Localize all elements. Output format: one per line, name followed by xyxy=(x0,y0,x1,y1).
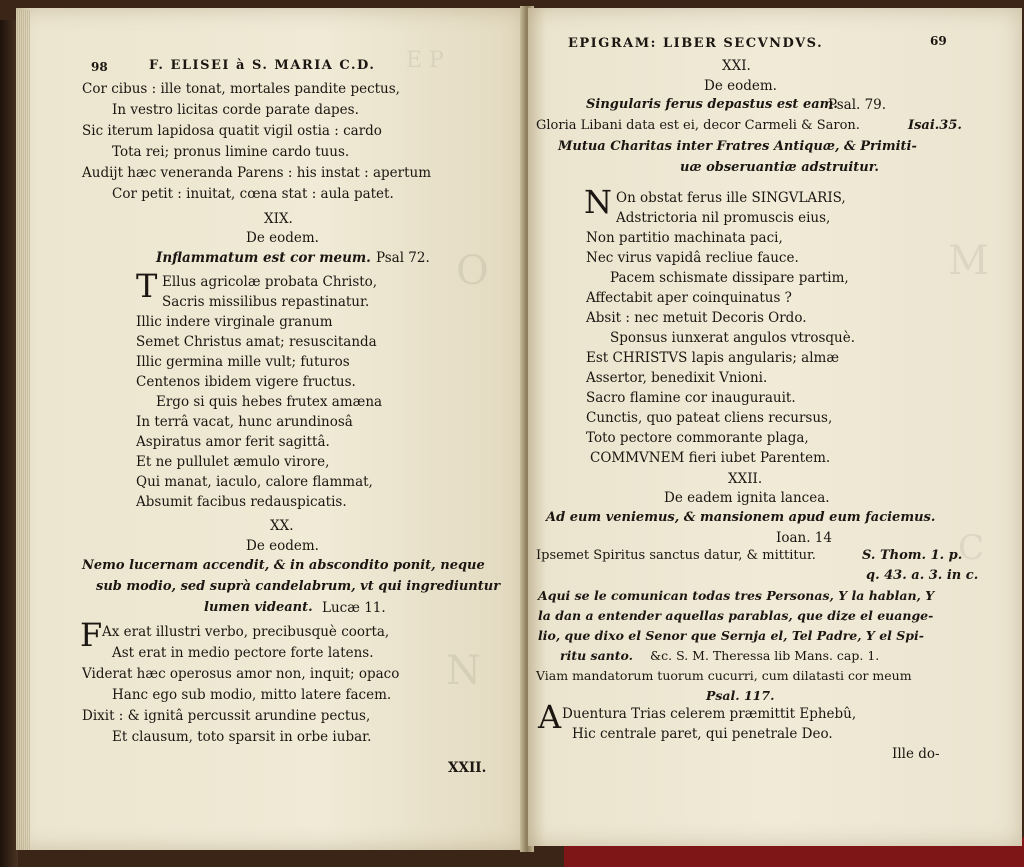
epigram-motto: Mutua Charitas inter Fratres Antiquæ, & Primiti- xyxy=(558,139,917,154)
gloria-line: Gloria Libani data est ei, decor Carmeli & Saron. xyxy=(536,118,860,133)
epigram-motto: Ad eum veniemus, & mansionem apud eum faciemus. xyxy=(546,510,936,525)
verse-line: Duentura Trias celerem præmittit Ephebû, xyxy=(562,706,857,722)
verse-line: Et clausum, toto sparsit in orbe iubar. xyxy=(112,729,372,745)
verse-line: Cor cibus : ille tonat, mortales pandite pectus, xyxy=(82,81,400,97)
epigram-motto: Singularis ferus depastus est eam. xyxy=(586,97,838,112)
right-page xyxy=(528,8,1022,846)
epigram-subtitle: De eodem. xyxy=(704,78,777,94)
verse-line: In terrâ vacat, hunc arundinosâ xyxy=(136,414,353,430)
verse-line: Dixit : & ignitâ percussit arundine pectus, xyxy=(82,708,371,724)
scripture-reference: Ioan. 14 xyxy=(776,530,832,546)
scripture-reference: &c. S. M. Theressa lib Mans. cap. 1. xyxy=(650,648,880,663)
verse-line: Hic centrale paret, qui penetrale Deo. xyxy=(572,726,833,742)
verse-line: Ax erat illustri verbo, precibusquè coorta, xyxy=(102,624,390,640)
show-through-text: E P xyxy=(406,48,444,73)
spanish-quote: Aqui se le comunican todas tres Personas, Y la hablan, Y xyxy=(538,588,935,603)
epigram-number: XXII. xyxy=(728,471,763,487)
verse-line: Audijt hæc veneranda Parens : his instat : apertum xyxy=(82,165,431,181)
latin-line: Ipsemet Spiritus sanctus datur, & mittitur. xyxy=(536,548,816,563)
verse-line: Aspiratus amor ferit sagittâ. xyxy=(136,434,330,450)
spanish-quote: la dan a entender aquellas parablas, que dize el euange- xyxy=(538,608,934,623)
verse-line: Est CHRISTVS lapis angularis; almæ xyxy=(586,350,840,366)
show-through-text: N xyxy=(446,648,481,694)
epigram-motto: lumen videant. xyxy=(204,600,313,615)
spanish-quote: lio, que dixo el Senor que Sernja el, Tel Padre, Y el Spi- xyxy=(538,628,924,643)
verse-line: Sacris missilibus repastinatur. xyxy=(162,294,370,310)
scripture-reference: S. Thom. 1. p. xyxy=(862,548,963,563)
verse-line: Cunctis, quo pateat cliens recursus, xyxy=(586,410,833,426)
scripture-reference: Psal 72. xyxy=(376,250,430,266)
show-through-text: M xyxy=(948,238,989,284)
show-through-text: O xyxy=(456,248,489,294)
verse-line: Tota rei; pronus limine cardo tuus. xyxy=(112,144,350,160)
scripture-reference: Psal. 117. xyxy=(706,688,775,703)
verse-line: Assertor, benedixit Vnioni. xyxy=(586,370,768,386)
verse-line: Semet Christus amat; resuscitanda xyxy=(136,334,377,350)
epigram-motto: sub modio, sed suprà candelabrum, vt qui ingrediuntur xyxy=(96,579,501,594)
verse-line: Sacro flamine cor inaugurauit. xyxy=(586,390,796,406)
verse-line: Viderat hæc operosus amor non, inquit; opaco xyxy=(82,666,400,682)
verse-line: Absumit facibus redauspicatis. xyxy=(136,494,347,510)
verse-line: Sponsus iunxerat angulos vtrosquè. xyxy=(610,330,856,346)
left-page xyxy=(16,8,526,850)
page-edges xyxy=(16,10,30,850)
show-through-text: C xyxy=(958,528,985,568)
verse-line: Sic iterum lapidosa quatit vigil ostia : cardo xyxy=(82,123,382,139)
page-number: 98 xyxy=(91,60,108,74)
epigram-number: XXI. xyxy=(722,58,751,74)
scripture-reference: Psal. 79. xyxy=(828,97,887,113)
verse-line: Illic germina mille vult; futuros xyxy=(136,354,350,370)
verse-line: On obstat ferus ille SINGVLARIS, xyxy=(616,190,846,206)
verse-line: Qui manat, iaculo, calore flammat, xyxy=(136,474,373,490)
scripture-reference: q. 43. a. 3. in c. xyxy=(866,568,979,583)
psalm-line: Viam mandatorum tuorum cucurri, cum dilatasti cor meum xyxy=(536,668,912,683)
verse-line: Adstrictoria nil promuscis eius, xyxy=(616,210,831,226)
drop-cap: N xyxy=(584,183,612,221)
epigram-subtitle: De eodem. xyxy=(246,538,319,554)
epigram-number: XX. xyxy=(270,518,294,534)
verse-line: Hanc ego sub modio, mitto latere facem. xyxy=(112,687,392,703)
verse-line: COMMVNEM fieri iubet Parentem. xyxy=(590,450,831,466)
verse-line: Ast erat in medio pectore forte latens. xyxy=(112,645,374,661)
epigram-subtitle: De eodem. xyxy=(246,230,319,246)
epigram-motto: Inflammatum est cor meum. xyxy=(156,250,371,266)
running-head: EPIGRAM: LIBER SECVNDVS. xyxy=(568,36,824,51)
page-number: 69 xyxy=(930,34,947,48)
verse-line: In vestro licitas corde parate dapes. xyxy=(112,102,359,118)
verse-line: Absit : nec metuit Decoris Ordo. xyxy=(586,310,807,326)
verse-line: Et ne pullulet æmulo virore, xyxy=(136,454,330,470)
verse-line: Pacem schismate dissipare partim, xyxy=(610,270,849,286)
verse-line: Affectabit aper coinquinatus ? xyxy=(586,290,792,306)
drop-cap: F xyxy=(80,616,103,654)
verse-line: Ellus agricolæ probata Christo, xyxy=(162,274,378,290)
scripture-reference: Lucæ 11. xyxy=(322,600,386,616)
verse-line: Cor petit : inuitat, cœna stat : aula patet. xyxy=(112,186,394,202)
epigram-motto: uæ obseruantiæ adstruitur. xyxy=(680,160,879,175)
verse-line: Illic indere virginale granum xyxy=(136,314,333,330)
verse-line: Non partitio machinata paci, xyxy=(586,230,783,246)
epigram-subtitle: De eadem ignita lancea. xyxy=(664,490,830,506)
drop-cap: T xyxy=(136,267,158,305)
drop-cap: A xyxy=(538,698,562,736)
running-head: F. ELISEI à S. MARIA C.D. xyxy=(149,58,376,73)
verse-line: Toto pectore commorante plaga, xyxy=(586,430,809,446)
epigram-number: XIX. xyxy=(264,211,293,227)
verse-line: Centenos ibidem vigere fructus. xyxy=(136,374,356,390)
epigram-motto: Nemo lucernam accendit, & in abscondito ponit, neque xyxy=(82,558,485,573)
verse-line: Nec virus vapidâ recliue fauce. xyxy=(586,250,799,266)
catchword: XXII. xyxy=(448,760,487,776)
scripture-reference: Isai.35. xyxy=(908,118,962,133)
verse-line: Ergo si quis hebes frutex amæna xyxy=(156,394,383,410)
catchword: Ille do- xyxy=(892,746,940,762)
spanish-quote: ritu santo. xyxy=(560,648,634,663)
